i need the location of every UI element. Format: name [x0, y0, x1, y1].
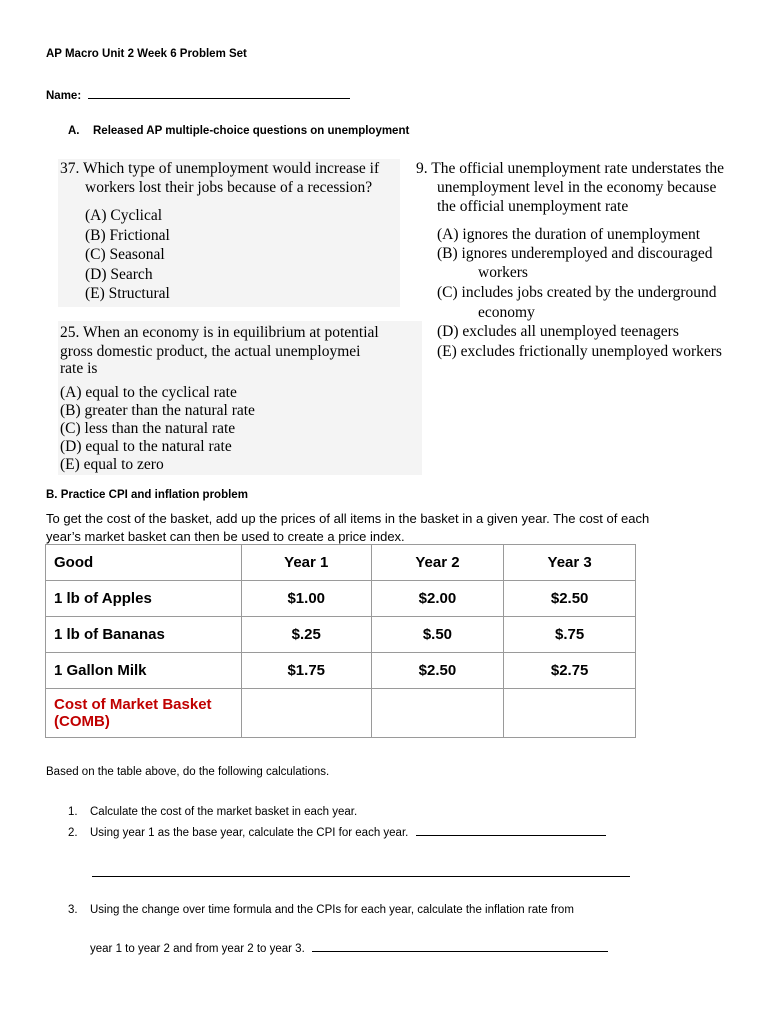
- table-cell-price: $1.00: [241, 581, 371, 617]
- name-blank[interactable]: [88, 88, 350, 99]
- cpi-answer-blank-2[interactable]: [92, 866, 630, 877]
- basket-answer-year-3[interactable]: [504, 689, 636, 738]
- q9-option-c-cont: economy: [478, 304, 535, 321]
- q9-line-2: unemployment level in the economy because: [437, 179, 717, 196]
- q9-line-1: 9. The official unemployment rate understates the: [416, 160, 725, 177]
- q37-option-b: (B) Frictional: [85, 226, 170, 244]
- q25-options: [60, 384, 255, 474]
- q25-line-1: 25. When an economy is in equilibrium at potential: [60, 324, 379, 341]
- question-37: [58, 159, 400, 307]
- section-b-intro-line-1: To get the cost of the basket, add up the prices of all items in the basket in a given year. The cost of each: [46, 511, 650, 526]
- table-header-year-1: Year 1: [241, 545, 371, 581]
- table-row-market-basket: [46, 689, 636, 738]
- table-cell-price: $2.50: [371, 653, 504, 689]
- q9-option-d: (D) excludes all unemployed teenagers: [437, 323, 679, 340]
- question-25: [58, 321, 422, 475]
- table-header-year-2: Year 2: [371, 545, 504, 581]
- cpi-answer-blank[interactable]: [416, 825, 606, 836]
- table-cell-good: 1 lb of Bananas: [46, 617, 242, 653]
- table-cell-price: $.50: [371, 617, 504, 653]
- section-b-heading: B. Practice CPI and inflation problem: [46, 489, 248, 501]
- section-b-intro-line-2: year’s market basket can then be used to create a price index.: [46, 529, 405, 544]
- table-row: [46, 617, 636, 653]
- instruction-item-3-cont: year 1 to year 2 and from year 2 to year 3.: [90, 941, 608, 955]
- q37-line-1: 37. Which type of unemployment would increase if: [60, 160, 380, 177]
- q25-option-d: (D) equal to the natural rate: [60, 438, 232, 455]
- q25-line-3: rate is: [60, 360, 98, 377]
- q37-line-2: workers lost their jobs because of a recession?: [85, 179, 373, 196]
- table-cell-good: 1 lb of Apples: [46, 581, 242, 617]
- instruction-item-3: 3. Using the change over time formula and the CPIs for each year, calculate the inflation rate from: [68, 904, 574, 916]
- q9-option-c: (C) includes jobs created by the underground: [437, 284, 717, 301]
- q25-option-e: (E) equal to zero: [60, 456, 164, 473]
- table-cell-price: $2.50: [504, 581, 636, 617]
- table-cell-price: $1.75: [241, 653, 371, 689]
- basket-answer-year-2[interactable]: [371, 689, 504, 738]
- table-cell-price: $2.00: [371, 581, 504, 617]
- table-row: [46, 653, 636, 689]
- section-b-intro: [46, 510, 649, 546]
- market-basket-label: Cost of Market Basket (COMB): [46, 689, 242, 738]
- q9-option-b: (B) ignores underemployed and discouraged: [437, 245, 713, 262]
- q37-options: [85, 206, 170, 304]
- q9-option-b-cont: workers: [478, 264, 528, 281]
- price-table: [45, 544, 636, 738]
- q25-option-a: (A) equal to the cyclical rate: [60, 384, 237, 401]
- table-row: [46, 581, 636, 617]
- q9-line-3: the official unemployment rate: [437, 198, 629, 215]
- instruction-item-2: 2. Using year 1 as the base year, calculate the CPI for each year.: [68, 825, 606, 839]
- instructions-lead: Based on the table above, do the following calculations.: [46, 766, 330, 778]
- q37-option-c: (C) Seasonal: [85, 246, 165, 263]
- section-a-heading: A. Released AP multiple-choice questions on unemployment: [68, 125, 410, 137]
- q25-line-2: gross domestic product, the actual unemploymei: [60, 343, 361, 360]
- instruction-item-1: 1. Calculate the cost of the market basket in each year.: [68, 806, 358, 818]
- q37-option-a: (A) Cyclical: [85, 207, 163, 224]
- q37-option-d: (D) Search: [85, 265, 153, 283]
- table-cell-price: $2.75: [504, 653, 636, 689]
- q25-option-c: (C) less than the natural rate: [60, 420, 236, 437]
- table-cell-price: $.25: [241, 617, 371, 653]
- q37-option-e: (E) Structural: [85, 285, 170, 302]
- table-header-row: [46, 545, 636, 581]
- q9-option-e: (E) excludes frictionally unemployed workers: [437, 343, 722, 360]
- table-header-year-3: Year 3: [504, 545, 636, 581]
- name-label: Name:: [46, 88, 350, 102]
- basket-answer-year-1[interactable]: [241, 689, 371, 738]
- page-title: AP Macro Unit 2 Week 6 Problem Set: [46, 48, 247, 60]
- table-cell-good: 1 Gallon Milk: [46, 653, 242, 689]
- inflation-answer-blank[interactable]: [312, 941, 608, 952]
- table-header-good: Good: [46, 545, 242, 581]
- table-cell-price: $.75: [504, 617, 636, 653]
- question-9: [414, 159, 762, 365]
- q9-option-a: (A) ignores the duration of unemployment: [437, 226, 701, 243]
- q25-option-b: (B) greater than the natural rate: [60, 402, 255, 419]
